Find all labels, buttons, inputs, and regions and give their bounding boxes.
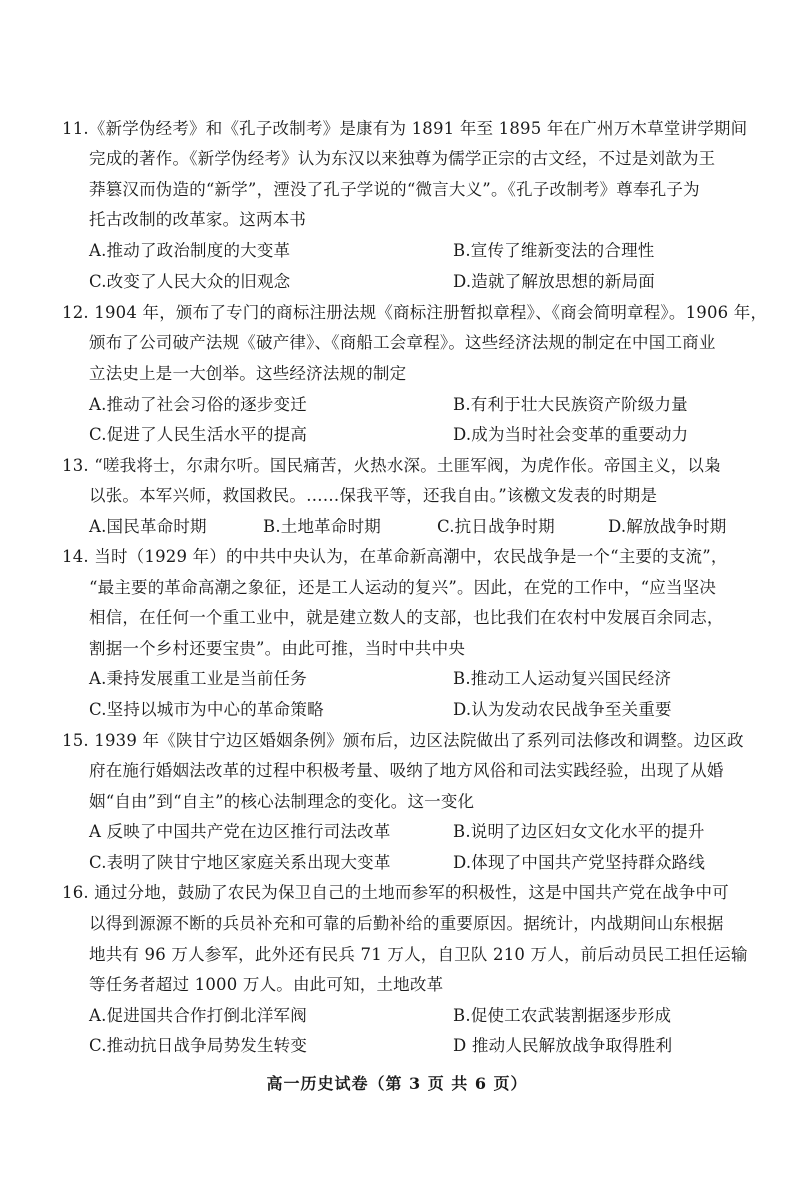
option-d: D.认为发动农民战争至关重要	[453, 700, 672, 719]
option-a: A.推动了社会习俗的逐步变迁	[89, 395, 307, 414]
option-c: C.促进了人民生活水平的提高	[89, 425, 308, 444]
option-d: D.造就了解放思想的新局面	[453, 272, 655, 291]
option-b: B.宣传了维新变法的合理性	[453, 241, 655, 260]
question-stem-line: 地共有 96 万人参军，此外还有民兵 71 万人，自卫队 210 万人，前后动员民工担任运输	[89, 945, 748, 964]
question-stem-line: 以张。本军兴师，救国救民。……保我平等，还我自由。”该檄文发表的时期是	[89, 486, 658, 505]
option-b: B.有利于壮大民族资产阶级力量	[453, 395, 688, 414]
question-stem-line: 府在施行婚姻法改革的过程中积极考量、吸纳了地方风俗和司法实践经验，出现了从婚	[89, 761, 724, 780]
option-c: C.推动抗日战争局势发生转变	[89, 1036, 308, 1055]
question-stem-line: 以得到源源不断的兵员补充和可靠的后勤补给的重要原因。据统计，内战期间山东根据	[89, 914, 724, 933]
question-stem-line: 割据一个乡村还要宝贵”。由此可推，当时中共中央	[89, 639, 466, 658]
option-d: D 推动人民解放战争取得胜利	[453, 1036, 673, 1055]
option-a: A 反映了中国共产党在边区推行司法改革	[89, 822, 391, 841]
question-stem-line: 姻“自由”到“自主”的核心法制理念的变化。这一变化	[89, 792, 475, 811]
option-a: A.促进国共合作打倒北洋军阀	[89, 1006, 307, 1025]
question-stem-line: 等任务者超过 1000 万人。由此可知，土地改革	[89, 975, 444, 994]
option-d: D.成为当时社会变革的重要动力	[453, 425, 689, 444]
option-c: C.抗日战争时期	[437, 517, 555, 536]
option-b: B.推动工人运动复兴国民经济	[453, 669, 672, 688]
option-a: A.国民革命时期	[89, 517, 207, 536]
question-stem-line: 托古改制的改革家。这两本书	[89, 210, 307, 229]
question-stem-line: 13. “嗟我将士，尔肃尔听。国民痛苦，火热水深。土匪军阀，为虎作伥。帝国主义，以枭	[62, 456, 721, 475]
question-stem-line: 14. 当时（1929 年）的中共中央认为，在革命新高潮中，农民战争是一个“主要的支流”，	[62, 547, 728, 566]
question-stem-line: 16. 通过分地，鼓励了农民为保卫自己的土地而参军的积极性，这是中国共产党在战争中可	[62, 883, 729, 902]
question-stem-line: 11.《新学伪经考》和《孔子改制考》是康有为 1891 年至 1895 年在广州万木草堂讲学期间	[62, 119, 748, 138]
question-stem-line: 15. 1939 年《陕甘宁边区婚姻条例》颁布后，边区法院做出了系列司法修改和调整。边区政	[62, 731, 744, 750]
question-stem-line: 颁布了公司破产法规《破产律》、《商船工会章程》。这些经济法规的制定在中国工商业	[89, 333, 716, 352]
option-d: D.解放战争时期	[608, 517, 727, 536]
option-a: A.推动了政治制度的大变革	[89, 241, 291, 260]
option-a: A.秉持发展重工业是当前任务	[89, 669, 307, 688]
question-stem-line: 完成的著作。《新学伪经考》认为东汉以来独尊为儒学正宗的古文经，不过是刘歆为王	[89, 149, 716, 168]
question-stem-line: 相信，在任何一个重工业中，就是建立数人的支部，也比我们在农村中发展百余同志，	[89, 608, 724, 627]
question-stem-line: 莽篡汉而伪造的“新学”，湮没了孔子学说的“微言大义”。《孔子改制考》尊奉孔子为	[89, 180, 700, 199]
option-b: B.土地革命时期	[263, 517, 381, 536]
option-c: C.改变了人民大众的旧观念	[89, 272, 291, 291]
option-d: D.体现了中国共产党坚持群众路线	[453, 853, 706, 872]
question-stem-line: 12. 1904 年，颁布了专门的商标注册法规《商标注册暂拟章程》、《商会简明章程》。1906 年，	[62, 303, 768, 322]
option-c: C.表明了陕甘宁地区家庭关系出现大变革	[89, 853, 391, 872]
option-c: C.坚持以城市为中心的革命策略	[89, 700, 324, 719]
option-b: B.促使工农武装割据逐步形成	[453, 1006, 672, 1025]
option-b: B.说明了边区妇女文化水平的提升	[453, 822, 705, 841]
page-footer: 高一历史试卷（第 3 页 共 6 页）	[266, 1074, 528, 1093]
question-stem-line: 立法史上是一大创举。这些经济法规的制定	[89, 364, 407, 383]
question-stem-line: “最主要的革命高潮之象征，还是工人运动的复兴”。因此，在党的工作中，“应当坚决	[89, 578, 717, 597]
